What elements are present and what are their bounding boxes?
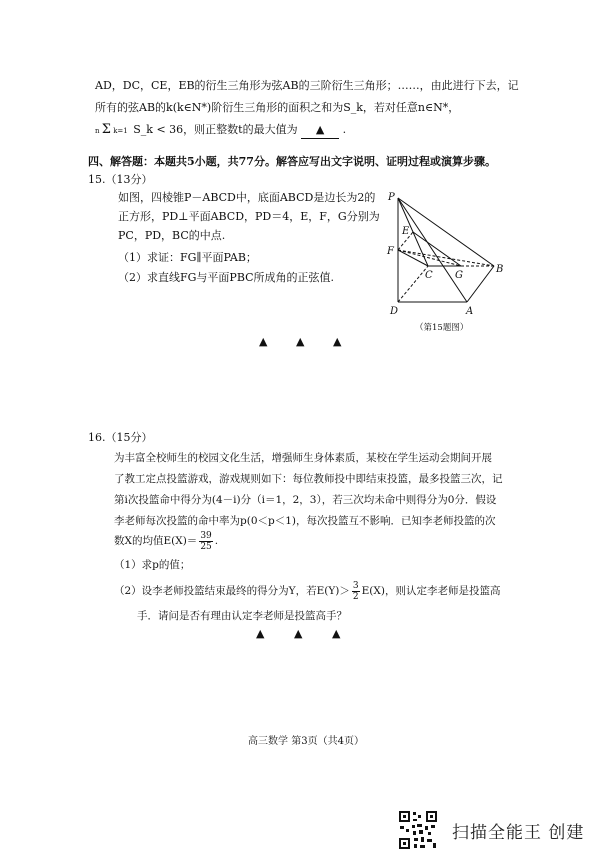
label-g: G	[455, 270, 463, 281]
q15-stem-line-3: PC，PD，BC的中点.	[118, 229, 226, 242]
q16-stem-line-3: 第i次投篮命中得分为(4－i)分（i＝1，2，3），若三次均未命中则得分为0分．假设	[114, 494, 497, 506]
q15-stem-line-1: 如图，四棱锥P－ABCD中，底面ABCD是边长为2的	[118, 191, 376, 204]
q15-header: 15.（13分）	[88, 173, 153, 186]
expectation-fraction	[199, 531, 212, 552]
q16-header: 16.（15分）	[88, 431, 153, 444]
label-c: C	[425, 270, 433, 281]
q16-part-2-line-2: 手．请问是否有理由认定李老师是投篮高手？	[137, 610, 347, 622]
ratio-denominator: 2	[352, 591, 359, 602]
sum-upper-limit: n	[95, 127, 100, 135]
q15-part-1: （1）求证：FG∥平面PAB；	[118, 251, 257, 264]
label-d: D	[390, 306, 399, 317]
label-p: P	[388, 192, 395, 203]
continuation-line-3	[95, 122, 346, 139]
sum-lower-limit: k=1	[113, 127, 128, 135]
pyramid-figure	[382, 190, 512, 338]
q16-answer-mark-1: ▲	[256, 627, 265, 640]
q16-stem-line-5-end: .	[214, 535, 219, 547]
label-b: B	[496, 264, 504, 275]
ratio-numerator: 3	[352, 580, 359, 591]
fraction-denominator: 25	[200, 541, 212, 552]
continuation-inequality: S_k < 36，则正整数t的最大值为	[133, 123, 298, 136]
q15-part-2: （2）求直线FG与平面PBC所成角的正弦值.	[118, 271, 335, 284]
q16-part-2-text: （2）设李老师投篮结束最终的得分为Y，若E(Y)＞	[114, 585, 350, 597]
label-a: A	[466, 306, 474, 317]
q16-answer-mark-3: ▲	[332, 627, 341, 640]
q15-answer-mark-3: ▲	[333, 335, 342, 348]
ratio-fraction	[352, 581, 360, 602]
scanner-watermark: 扫描全能王 创建	[452, 823, 585, 843]
qr-code-icon	[398, 810, 438, 850]
q16-part-2-end: E(X)，则认定李老师是投篮高	[361, 585, 501, 597]
label-f: F	[387, 246, 394, 257]
q16-stem-line-2: 了教工定点投篮游戏，游戏规则如下：每位教师投中即结束投篮，最多投篮三次，记	[114, 473, 503, 485]
q15-answer-mark-2: ▲	[296, 335, 305, 348]
continuation-line-end: .	[342, 123, 347, 136]
q16-stem-line-4: 李老师每次投篮的命中率为p(0＜p＜1)，每次投篮互不影响．已知李老师投篮的次	[114, 515, 496, 527]
label-e: E	[402, 226, 410, 237]
q16-stem-line-1: 为丰富全校师生的校园文化生活，增强师生身体素质，某校在学生运动会期间开展	[114, 452, 492, 464]
figure-caption: （第15题图）	[415, 323, 469, 333]
page-footer: 高三数学 第3页（共4页）	[248, 736, 364, 747]
fraction-numerator: 39	[200, 530, 212, 541]
q16-part-2	[114, 580, 500, 602]
q16-stem-line-5	[114, 530, 218, 552]
q15-stem-line-2: 正方形，PD⊥平面ABCD，PD＝4，E，F，G分别为	[118, 210, 380, 223]
continuation-line-2: 所有的弦AB的k(k∈N*)阶衍生三角形的面积之和为S_k，若对任意n∈N*，	[95, 101, 460, 114]
continuation-line-1: AD，DC，CE，EB的衍生三角形为弦AB的三阶衍生三角形；……，由此进行下去，记	[95, 79, 519, 92]
q16-expectation-text: 数X的均值E(X)＝	[114, 535, 198, 547]
q16-answer-mark-2: ▲	[294, 627, 303, 640]
q15-answer-mark-1: ▲	[259, 335, 268, 348]
answer-blank: ▲	[301, 122, 339, 139]
summation-symbol: n Σ k=1	[95, 122, 128, 137]
section-heading: 四、解答题：本题共5小题，共77分。解答应写出文字说明、证明过程或演算步骤。	[88, 155, 496, 168]
q16-part-1: （1）求p的值；	[114, 559, 191, 571]
